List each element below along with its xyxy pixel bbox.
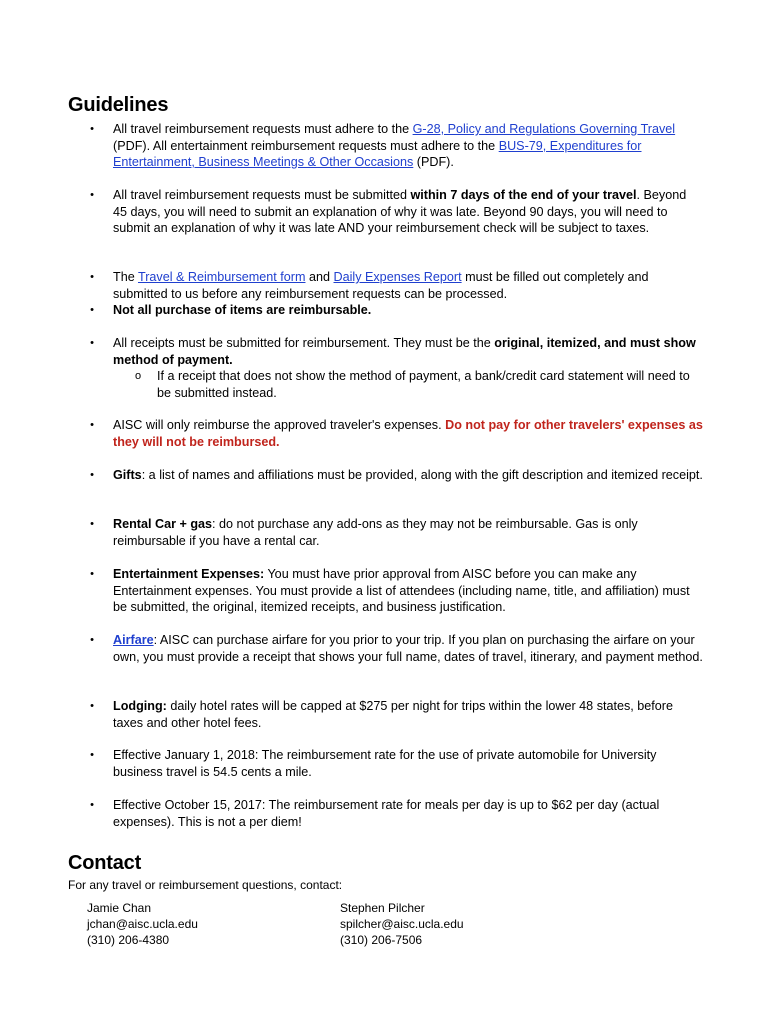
guideline-item-airfare: Airfare: AISC can purchase airfare for you prior to your trip. If you plan on purchasing the airfare on your own, you must provide a receipt that shows your full name, dates of travel, itinerary, and payment method. [113,633,703,664]
daily-expenses-report-link[interactable]: Daily Expenses Report [333,270,462,284]
airfare-link[interactable]: Airfare [113,633,154,647]
warning-text: Do not pay for other travelers' expenses as they will not be reimbursed. [113,418,703,449]
guideline-item-forms: The Travel & Reimbursement form and Daily Expenses Report must be filled out completely and submitted to us before any reimbursement requests can be processed. [113,270,649,301]
bus79-policy-link[interactable]: BUS-79, Expenditures for Entertainment, Business Meetings & Other Occasions [113,138,642,169]
contact-card-stephen [340,900,464,948]
contact-phone: (310) 206-7506 [340,933,423,947]
bullet-icon: • [90,469,94,481]
guideline-item-rental-car: Rental Car + gas: do not purchase any add-ons as they may not be reimbursable. Gas is only reimbursable if you have a rental car. [113,517,638,548]
guideline-item-not-reimbursable: Not all purchase of items are reimbursable. [113,303,372,317]
contact-email[interactable]: spilcher@aisc.ucla.edu [340,917,464,931]
bullet-icon: • [90,749,94,761]
contact-email[interactable]: jchan@aisc.ucla.edu [87,917,198,931]
bullet-icon: • [90,634,94,646]
guideline-item-meals: Effective October 15, 2017: The reimbursement rate for meals per day is up to $62 per day (actual expenses). This is not a per diem! [113,798,660,829]
contact-heading: Contact [68,852,142,874]
guideline-item-policy: All travel reimbursement requests must adhere to the G-28, Policy and Regulations Governing Travel (PDF). All entertainment reimbursement requests must adhere to the BUS-79, Expenditures for Entertainment, Business Meetings & Other Occasions (PDF). [113,122,676,169]
contact-card-jamie [87,900,198,948]
sub-bullet-icon: o [134,370,142,382]
guideline-item-gifts: Gifts: a list of names and affiliations must be provided, along with the gift description and itemized receipt. [113,468,703,482]
bullet-icon: • [90,518,94,530]
bullet-icon: • [90,799,94,811]
bullet-icon: • [90,189,94,201]
bullet-icon: • [90,304,94,316]
contact-phone: (310) 206-4380 [87,933,170,947]
bullet-icon: • [90,419,94,431]
guideline-subitem-receipts: If a receipt that does not show the method of payment, a bank/credit card statement will need to be submitted instead. [157,369,690,400]
reimbursement-form-link[interactable]: Travel & Reimbursement form [137,270,306,284]
contact-name: Stephen Pilcher [340,901,425,915]
guideline-item-lodging: Lodging: daily hotel rates will be capped at $275 per night for trips within the lower 48 states, before taxes and other hotel fees. [113,699,673,730]
bullet-icon: • [90,568,94,580]
guideline-item-entertainment: Entertainment Expenses: You must have prior approval from AISC before you can make any Entertainment expenses. You must provide a list of attendees (including name, title, and affiliation) must be submitted, the original, itemized receipts, and business justification. [113,567,690,614]
g28-policy-link[interactable]: G-28, Policy and Regulations Governing Travel [412,122,676,136]
bullet-icon: • [90,700,94,712]
guideline-item-mileage: Effective January 1, 2018: The reimbursement rate for the use of private automobile for University business travel is 54.5 cents a mile. [113,748,657,779]
guideline-item-approved-traveler: AISC will only reimburse the approved traveler's expenses. Do not pay for other travelers' expenses as they will not be reimbursed. [113,418,703,449]
guideline-item-deadline: All travel reimbursement requests must be submitted within 7 days of the end of your travel. Beyond 45 days, you will need to submit an explanation of why it was late. Beyond 90 days, you will need to submit an explanation of why it was late AND your reimbursement check will be subject to taxes. [113,188,687,235]
contact-name: Jamie Chan [87,901,152,915]
guidelines-heading: Guidelines [68,94,169,116]
guideline-item-receipts: All receipts must be submitted for reimbursement. They must be the original, itemized, and must show method of payment. [113,336,696,367]
bullet-icon: • [90,271,94,283]
bullet-icon: • [90,123,94,135]
bullet-icon: • [90,337,94,349]
contact-intro: For any travel or reimbursement questions, contact: [68,878,343,892]
